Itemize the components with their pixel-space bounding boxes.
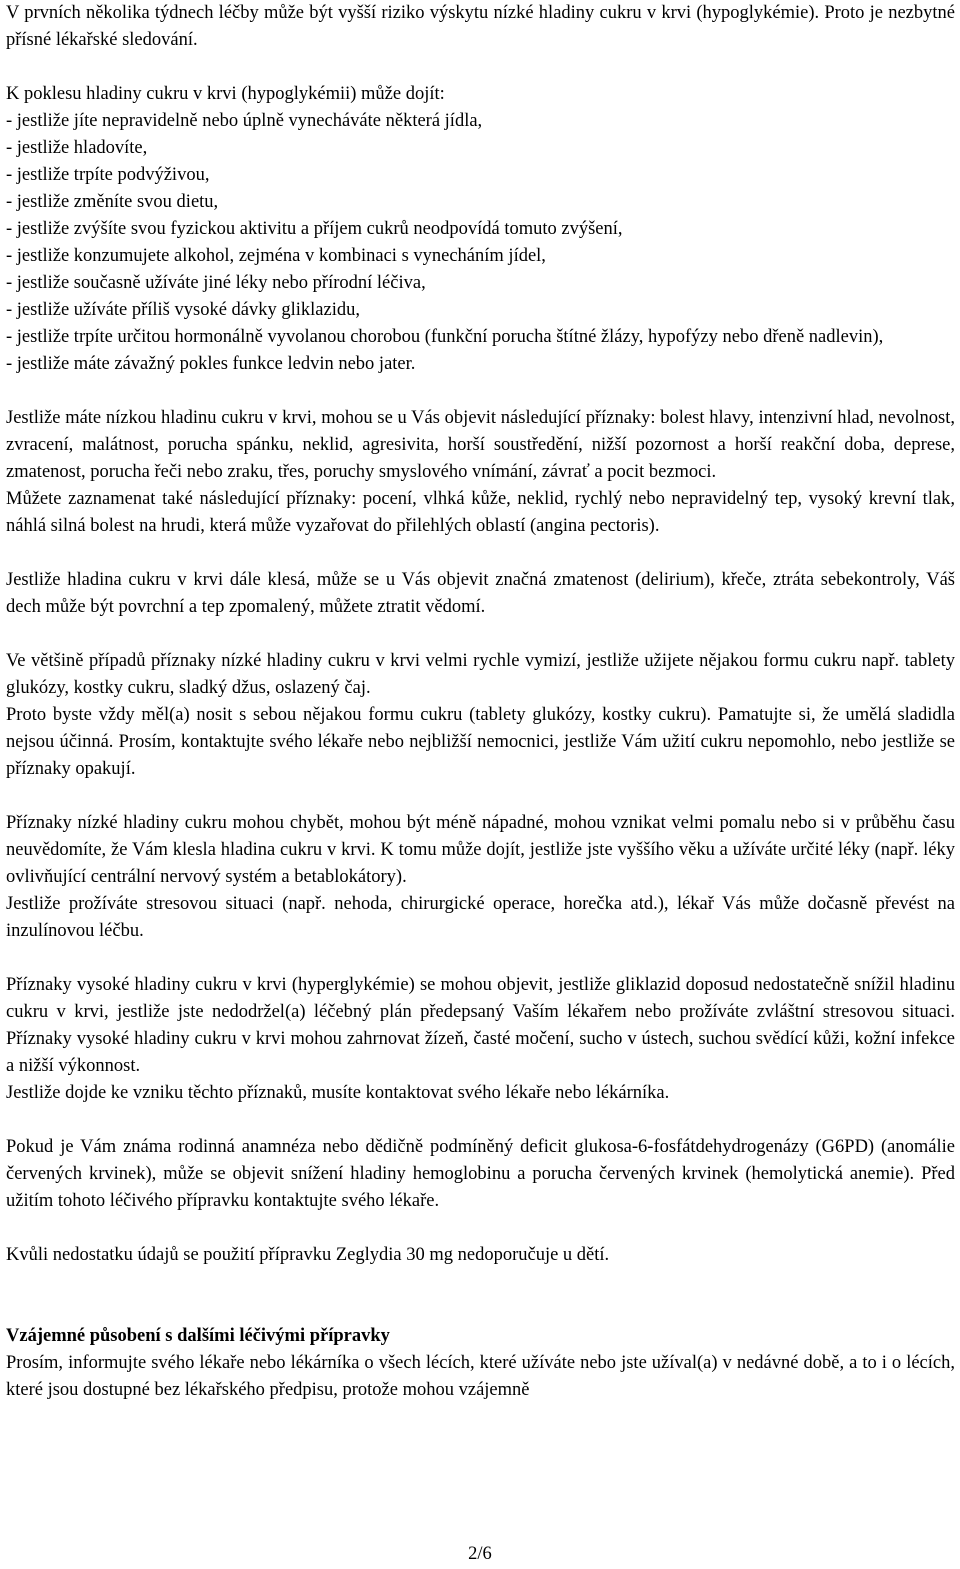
list-item: - jestliže zvýšíte svou fyzickou aktivitu a příjem cukrů neodpovídá tomuto zvýšení, xyxy=(6,219,623,239)
hyperglycemia-paragraph: Příznaky vysoké hladiny cukru v krvi (hyperglykémie) se mohou objevit, jestliže gliklazid doposud nedostatečně snížil hladinu cukru v krvi, jestliže jste nedodržel(a) léčebný plán předepsaný Vaším lékařem nebo prožíváte zvláštní stresovou situaci. Příznaky vysoké hladiny cukru v krvi mohou zahrnovat žízeň, časté močení, sucho v ústech, suchou svědící kůži, kožní infekce a nižší výkonnost. xyxy=(6,975,955,1076)
stress-paragraph: Jestliže prožíváte stresovou situaci (např. nehoda, chirurgické operace, horečka atd.), lékař Vás může dočasně převést na inzulínovou léčbu. xyxy=(6,894,955,941)
list-item: - jestliže trpíte určitou hormonálně vyvolanou chorobou (funkční porucha štítné žlázy, hypofýzy nebo dřeně nadlevin), xyxy=(6,327,884,347)
page-number: 2/6 xyxy=(468,1544,492,1564)
list-item: - jestliže konzumujete alkohol, zejména v kombinaci s vynecháním jídel, xyxy=(6,246,546,266)
causes-title: K poklesu hladiny cukru v krvi (hypoglykémii) může dojít: xyxy=(6,84,445,104)
interactions-heading: Vzájemné působení s dalšími léčivými přípravky xyxy=(6,1326,390,1346)
further-decrease-paragraph: Jestliže hladina cukru v krvi dále klesá, může se u Vás objevit značná zmatenost (delirium), křeče, ztráta sebekontroly, Váš dech může být povrchní a tep zpomalený, můžete ztratit vědomí. xyxy=(6,570,955,617)
symptoms-paragraph-2: Můžete zaznamenat také následující příznaky: pocení, vlhká kůže, neklid, rychlý nebo nepravidelný tep, vysoký krevní tlak, náhlá silná bolest na hrudi, která může vyzařovat do přilehlých oblastí (angina pectoris). xyxy=(6,489,955,536)
list-item: - jestliže současně užíváte jiné léky nebo přírodní léčiva, xyxy=(6,273,426,293)
hyperglycemia-contact-paragraph: Jestliže dojde ke vzniku těchto příznaků, musíte kontaktovat svého lékaře nebo lékárníka. xyxy=(6,1083,670,1103)
intro-paragraph: V prvních několika týdnech léčby může být vyšší riziko výskytu nízké hladiny cukru v krvi (hypoglykémie). Proto je nezbytné přísné lékařské sledování. xyxy=(6,3,955,50)
list-item: - jestliže užíváte příliš vysoké dávky gliklazidu, xyxy=(6,300,360,320)
hypoglycemia-causes-list xyxy=(6,81,955,378)
list-item: - jestliže máte závažný pokles funkce ledvin nebo jater. xyxy=(6,354,416,374)
list-item: - jestliže změníte svou dietu, xyxy=(6,192,219,212)
symptoms-paragraph-1: Jestliže máte nízkou hladinu cukru v krvi, mohou se u Vás objevit následující příznaky: bolest hlavy, intenzivní hlad, nevolnost, zvracení, malátnost, porucha spánku, neklid, agresivita, horší soustředění, nižší pozornost a horší reakční doba, deprese, zmatenost, porucha řeči nebo zraku, třes, poruchy smyslového vnímání, závrať a pocit bezmoci. xyxy=(6,408,955,482)
relief-paragraph-1: Ve většině případů příznaky nízké hladiny cukru v krvi velmi rychle vymizí, jestliže užijete nějakou formu cukru např. tablety glukózy, kostky cukru, sladký džus, oslazený čaj. xyxy=(6,651,955,698)
g6pd-paragraph: Pokud je Vám známa rodinná anamnéza nebo dědičně podmíněný deficit glukosa-6-fosfátdehydrogenázy (G6PD) (anomálie červených krvinek), může se objevit snížení hladiny hemoglobinu a porucha červených krvinek (hemolytická anemie). Před užitím tohoto léčivého přípravku kontaktujte svého lékaře. xyxy=(6,1137,955,1211)
missing-symptoms-paragraph: Příznaky nízké hladiny cukru mohou chybět, mohou být méně nápadné, mohou vznikat velmi pomalu nebo si v průběhu času neuvědomíte, že Vám klesla hladina cukru v krvi. K tomu může dojít, jestliže jste vyššího věku a užíváte určité léky (např. léky ovlivňující centrální nervový systém a betablokátory). xyxy=(6,813,955,887)
document-page xyxy=(6,0,955,1569)
interactions-paragraph: Prosím, informujte svého lékaře nebo lékárníka o všech lécích, které užíváte nebo jste užíval(a) v nedávné době, a to i o lécích, které jsou dostupné bez lékařského předpisu, protože mohou vzájemně xyxy=(6,1353,955,1400)
list-item: - jestliže jíte nepravidelně nebo úplně vynecháváte některá jídla, xyxy=(6,111,483,131)
relief-paragraph-2: Proto byste vždy měl(a) nosit s sebou nějakou formu cukru (tablety glukózy, kostky cukru). Pamatujte si, že umělá sladidla nejsou účinná. Prosím, kontaktujte svého lékaře nebo nejbližší nemocnici, jestliže Vám užití cukru nepomohlo, nebo jestliže se příznaky opakují. xyxy=(6,705,955,779)
children-paragraph: Kvůli nedostatku údajů se použití přípravku Zeglydia 30 mg nedoporučuje u dětí. xyxy=(6,1245,610,1265)
list-item: - jestliže hladovíte, xyxy=(6,138,148,158)
list-item: - jestliže trpíte podvýživou, xyxy=(6,165,210,185)
